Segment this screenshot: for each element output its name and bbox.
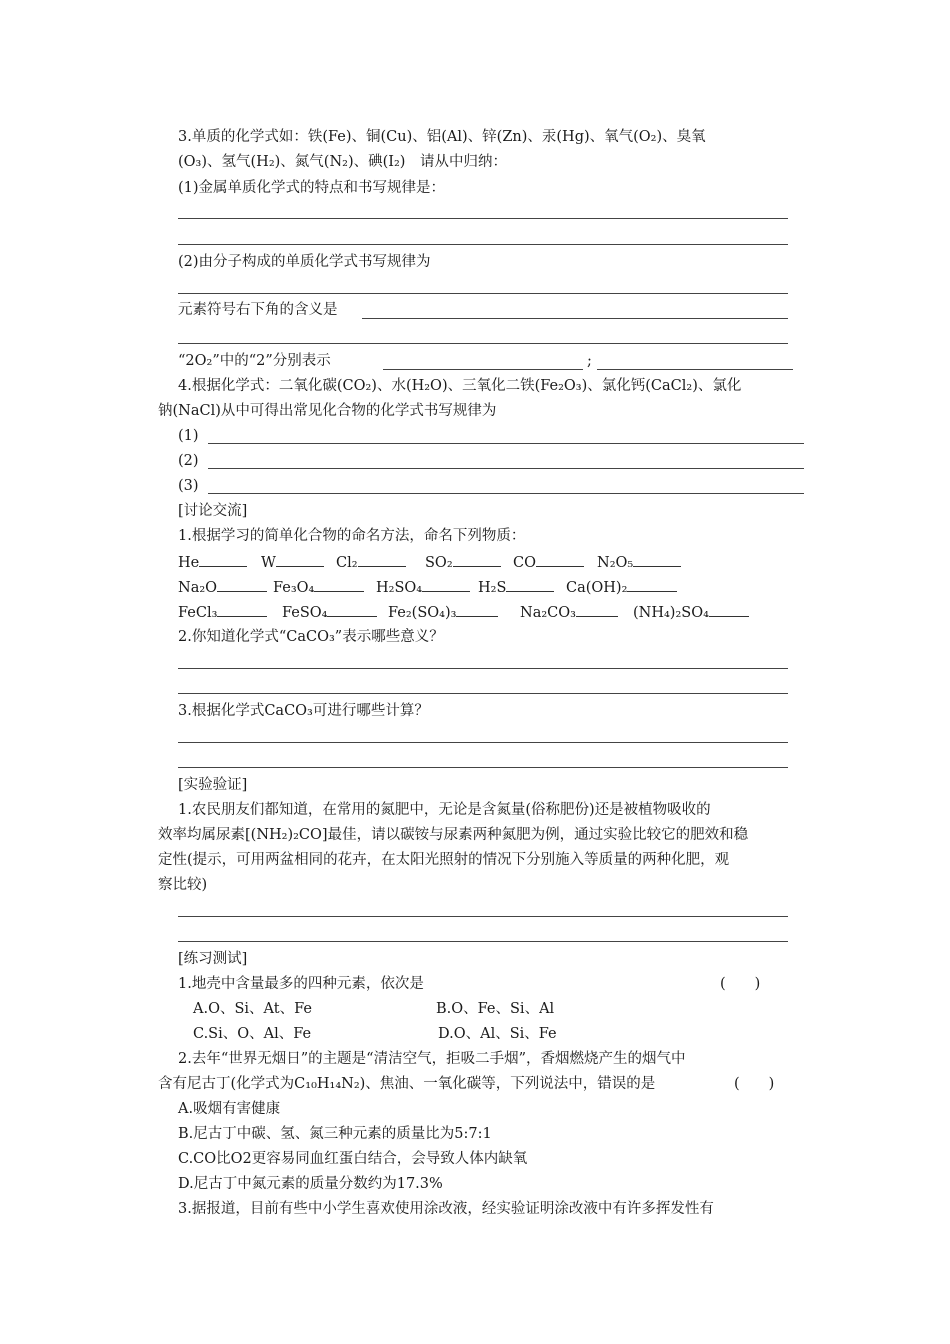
q3-line1: 3.单质的化学式如：铁(Fe)、铜(Cu)、铝(Al)、锌(Zn)、汞(Hg)、氧气(O₂)、臭氧 bbox=[178, 129, 706, 145]
answer-line[interactable] bbox=[597, 369, 793, 370]
answer-line[interactable] bbox=[178, 293, 788, 294]
discussion-q3: 3.根据化学式CaCO₃可进行哪些计算？ bbox=[178, 703, 429, 719]
q4-item-2: (2) bbox=[178, 453, 199, 469]
answer-line[interactable] bbox=[178, 668, 788, 669]
option-d[interactable]: D.O、Al、Si、Fe bbox=[438, 1026, 557, 1042]
option-d[interactable]: D.尼古丁中氮元素的质量分数约为17.3% bbox=[178, 1176, 443, 1192]
naming-item: He bbox=[178, 552, 247, 573]
naming-item: Ca(OH)₂ bbox=[566, 577, 677, 598]
naming-item: Fe₂(SO₄)₃ bbox=[388, 602, 498, 623]
answer-line[interactable] bbox=[178, 343, 788, 344]
answer-line[interactable] bbox=[208, 493, 804, 494]
answer-line[interactable] bbox=[362, 318, 788, 319]
q3-sub2: (2)由分子构成的单质化学式书写规律为 bbox=[178, 254, 431, 270]
answer-bracket[interactable]: ( ) bbox=[720, 976, 761, 992]
naming-item: Na₂O bbox=[178, 577, 267, 598]
answer-line[interactable] bbox=[208, 443, 804, 444]
naming-item: Cl₂ bbox=[336, 552, 406, 573]
answer-line[interactable] bbox=[178, 742, 788, 743]
naming-item: W bbox=[261, 552, 324, 573]
discussion-q2: 2.你知道化学式“CaCO₃”表示哪些意义？ bbox=[178, 629, 444, 645]
answer-line[interactable] bbox=[178, 244, 788, 245]
naming-item: H₂S bbox=[478, 577, 554, 598]
q4-item-1: (1) bbox=[178, 428, 199, 444]
practice-q3-line1: 3.据报道，目前有些中小学生喜欢使用涂改液，经实验证明涂改液中有许多挥发性有 bbox=[178, 1201, 714, 1217]
answer-line[interactable] bbox=[178, 218, 788, 219]
option-a[interactable]: A.吸烟有害健康 bbox=[178, 1101, 281, 1117]
naming-item: SO₂ bbox=[425, 552, 501, 573]
answer-line[interactable] bbox=[383, 369, 583, 370]
answer-bracket[interactable]: ( ) bbox=[734, 1076, 775, 1092]
option-a[interactable]: A.O、Si、At、Fe bbox=[193, 1001, 312, 1017]
practice-heading: [练习测试] bbox=[178, 951, 248, 967]
naming-item: CO bbox=[513, 552, 584, 573]
option-b[interactable]: B.O、Fe、Si、Al bbox=[436, 1001, 555, 1017]
q3-sub1: (1)金属单质化学式的特点和书写规律是： bbox=[178, 180, 446, 196]
experiment-line2: 效率均属尿素[(NH₂)₂CO]最佳，请以碳铵与尿素两种氮肥为例，通过实验比较它的肥效和稳 bbox=[158, 827, 749, 843]
q3-line2: (O₃)、氢气(H₂)、氮气(N₂)、碘(I₂) 请从中归纳： bbox=[178, 154, 507, 170]
q4-line2: 钠(NaCl)从中可得出常见化合物的化学式书写规律为 bbox=[158, 403, 497, 419]
practice-q2-line1: 2.去年“世界无烟日”的主题是“清洁空气，拒吸二手烟”，香烟燃烧产生的烟气中 bbox=[178, 1051, 686, 1067]
experiment-line1: 1.农民朋友们都知道，在常用的氮肥中，无论是含氮量(俗称肥份)还是被植物吸收的 bbox=[178, 802, 711, 818]
naming-item: (NH₄)₂SO₄ bbox=[633, 602, 749, 623]
answer-line[interactable] bbox=[178, 916, 788, 917]
experiment-line3: 定性(提示，可用两盆相同的花卉，在太阳光照射的情况下分别施入等质量的两种化肥，观 bbox=[158, 852, 730, 868]
experiment-line4: 察比较) bbox=[158, 877, 208, 893]
naming-item: FeSO₄ bbox=[282, 602, 377, 623]
option-b[interactable]: B.尼古丁中碳、氢、氮三种元素的质量比为5:7:1 bbox=[178, 1126, 492, 1142]
naming-item: Na₂CO₃ bbox=[520, 602, 618, 623]
discussion-heading: [讨论交流] bbox=[178, 503, 248, 519]
experiment-heading: [实验验证] bbox=[178, 777, 248, 793]
practice-q2-line2: 含有尼古丁(化学式为C₁₀H₁₄N₂)、焦油、一氧化碳等，下列说法中，错误的是 bbox=[158, 1076, 656, 1092]
q4-item-3: (3) bbox=[178, 478, 199, 494]
naming-item: N₂O₅ bbox=[597, 552, 681, 573]
naming-item: Fe₃O₄ bbox=[273, 577, 364, 598]
semicolon: ; bbox=[587, 353, 592, 369]
q4-line1: 4.根据化学式：二氧化碳(CO₂)、水(H₂O)、三氧化二铁(Fe₂O₃)、氯化钙(CaCl₂)、氯化 bbox=[178, 378, 742, 394]
answer-line[interactable] bbox=[178, 693, 788, 694]
naming-item: FeCl₃ bbox=[178, 602, 267, 623]
practice-q1: 1.地壳中含量最多的四种元素，依次是 bbox=[178, 976, 424, 992]
discussion-q1: 1.根据学习的简单化合物的命名方法，命名下列物质： bbox=[178, 528, 526, 544]
answer-line[interactable] bbox=[208, 468, 804, 469]
answer-line[interactable] bbox=[178, 941, 788, 942]
answer-line[interactable] bbox=[178, 767, 788, 768]
two-o2-label: “2O₂”中的“2”分别表示 bbox=[178, 353, 331, 369]
option-c[interactable]: C.CO比O2更容易同血红蛋白结合，会导致人体内缺氧 bbox=[178, 1151, 528, 1167]
subscript-meaning: 元素符号右下角的含义是 bbox=[178, 302, 338, 318]
naming-item: H₂SO₄ bbox=[376, 577, 470, 598]
option-c[interactable]: C.Si、O、Al、Fe bbox=[193, 1026, 312, 1042]
